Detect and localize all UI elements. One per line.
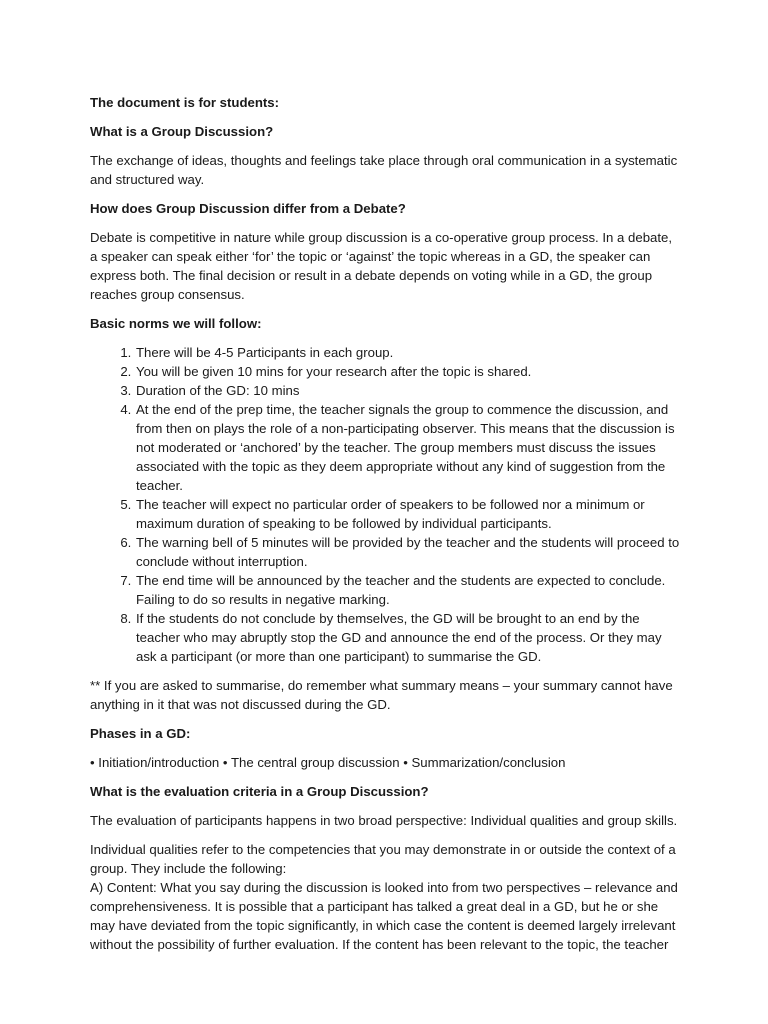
phases-line: • Initiation/introduction • The central group discussion • Summarization/conclusion	[90, 755, 566, 770]
list-item: 7. The end time will be announced by the teacher and the students are expected to conclude. Failing to do so results in negative marking.	[135, 571, 682, 609]
list-item: 1. There will be 4-5 Participants in each group.	[135, 343, 682, 362]
heading-evaluation-criteria: What is the evaluation criteria in a Group Discussion?	[90, 784, 429, 799]
summary-note: ** If you are asked to summarise, do remember what summary means – your summary cannot have anything in it that was not discussed during the GD.	[90, 678, 673, 712]
paragraph-evaluation: The evaluation of participants happens in two broad perspective: Individual qualities and group skills.	[90, 813, 678, 828]
list-item: 2. You will be given 10 mins for your research after the topic is shared.	[135, 362, 682, 381]
paragraph-content: A) Content: What you say during the discussion is looked into from two perspectives – relevance and comprehensiveness. It is possible that a participant has talked a great deal in a GD, but he or she may have deviated from the topic significantly, in which case the content is deemed largely irrelevant without the possibility of further evaluation. If the content has been relevant to the topic, the teacher	[90, 880, 678, 952]
heading-gd-vs-debate: How does Group Discussion differ from a Debate?	[90, 201, 406, 216]
heading-basic-norms: Basic norms we will follow:	[90, 316, 262, 331]
list-item: 4. At the end of the prep time, the teacher signals the group to commence the discussion, and from then on plays the role of a non-participating observer. This means that the discussion is not moderated or ‘anchored’ by the teacher. The group members must discuss the issues associated with the topic as they deem appropriate without any kind of suggestion from the teacher.	[135, 400, 682, 495]
list-item: 8. If the students do not conclude by themselves, the GD will be brought to an end by the teacher who may abruptly stop the GD and announce the end of the process. Or they may ask a participant (or more than one participant) to summarise the GD.	[135, 609, 682, 666]
paragraph-individual-qualities: Individual qualities refer to the competencies that you may demonstrate in or outside the context of a group. They include the following:	[90, 842, 676, 876]
list-item: 3. Duration of the GD: 10 mins	[135, 381, 682, 400]
norms-list	[90, 343, 682, 666]
document-intro-title: The document is for students:	[90, 95, 280, 110]
paragraph-gd-definition: The exchange of ideas, thoughts and feelings take place through oral communication in a systematic and structured way.	[90, 153, 678, 187]
paragraph-gd-vs-debate: Debate is competitive in nature while group discussion is a co-operative group process. In a debate, a speaker can speak either ‘for’ the topic or ‘against’ the topic whereas in a GD, the speaker can express both. The final decision or result in a debate depends on voting while in a GD, the group reaches group consensus.	[90, 230, 673, 302]
heading-phases: Phases in a GD:	[90, 726, 191, 741]
list-item: 6. The warning bell of 5 minutes will be provided by the teacher and the students will proceed to conclude without interruption.	[135, 533, 682, 571]
heading-what-is-gd: What is a Group Discussion?	[90, 124, 274, 139]
list-item: 5. The teacher will expect no particular order of speakers to be followed nor a minimum or maximum duration of speaking to be followed by individual participants.	[135, 495, 682, 533]
